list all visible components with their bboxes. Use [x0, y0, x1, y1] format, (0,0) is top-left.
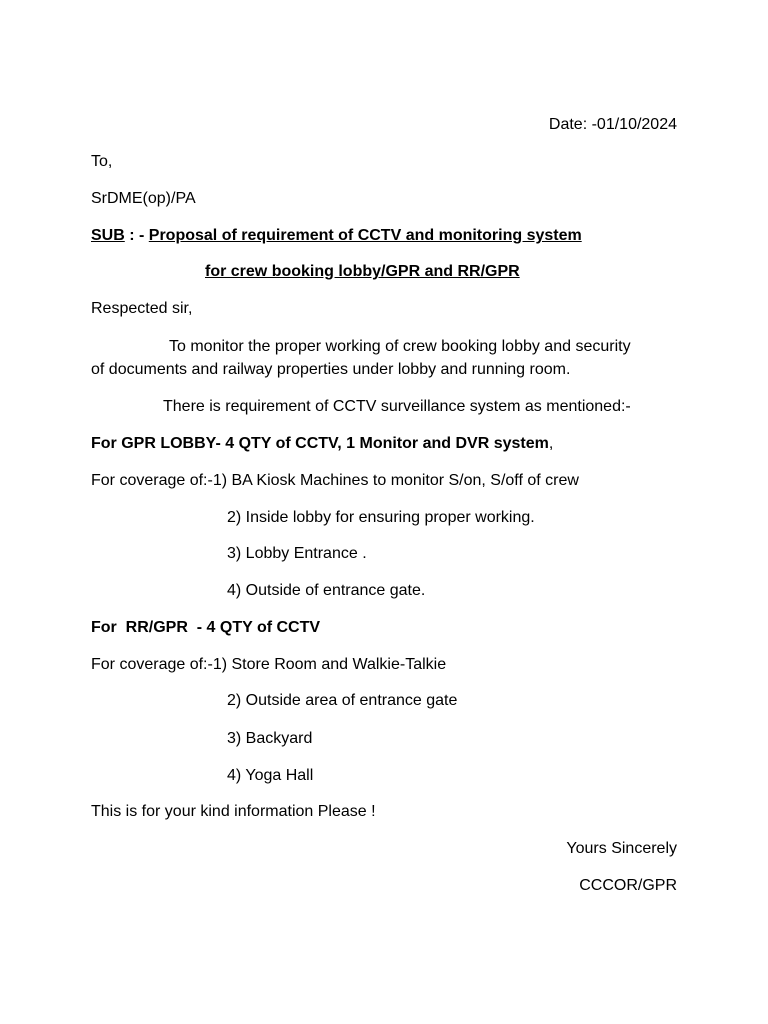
rr-gpr-item-4: 4) Yoga Hall	[227, 767, 314, 784]
subject-text-2: for crew booking lobby/GPR and RR/GPR	[205, 263, 520, 280]
subject-label: SUB	[91, 227, 125, 244]
paragraph-1-line-2: of documents and railway properties under lobby and running room.	[91, 361, 571, 378]
closing-note: This is for your kind information Please !	[91, 803, 376, 820]
gpr-lobby-heading-line	[91, 434, 553, 453]
subject-line-1	[91, 226, 582, 245]
rr-gpr-item-3: 3) Backyard	[227, 730, 313, 747]
rr-gpr-item-2: 2) Outside area of entrance gate	[227, 692, 458, 709]
sign-off: Yours Sincerely	[566, 840, 677, 857]
gpr-lobby-heading-suffix: ,	[548, 435, 554, 452]
recipient: SrDME(op)/PA	[91, 190, 196, 207]
paragraph-1-line-1: To monitor the proper working of crew booking lobby and security	[169, 338, 631, 355]
signatory: CCCOR/GPR	[579, 877, 677, 894]
gpr-lobby-item-4: 4) Outside of entrance gate.	[227, 582, 426, 599]
subject-text-1: Proposal of requirement of CCTV and monitoring system	[148, 227, 582, 244]
subject-separator: : -	[124, 227, 149, 244]
gpr-lobby-heading: For GPR LOBBY- 4 QTY of CCTV, 1 Monitor and DVR system	[91, 435, 549, 452]
gpr-lobby-item-2: 2) Inside lobby for ensuring proper working.	[227, 509, 535, 526]
gpr-lobby-intro: For coverage of:-1) BA Kiosk Machines to monitor S/on, S/off of crew	[91, 472, 579, 489]
salutation: Respected sir,	[91, 300, 193, 317]
rr-gpr-heading: For RR/GPR - 4 QTY of CCTV	[91, 619, 321, 636]
paragraph-2: There is requirement of CCTV surveillance system as mentioned:-	[163, 398, 631, 415]
addressee-to: To,	[91, 153, 113, 170]
letter-date: Date: -01/10/2024	[548, 116, 677, 133]
rr-gpr-intro: For coverage of:-1) Store Room and Walkie-Talkie	[91, 656, 447, 673]
gpr-lobby-item-3: 3) Lobby Entrance .	[227, 545, 367, 562]
